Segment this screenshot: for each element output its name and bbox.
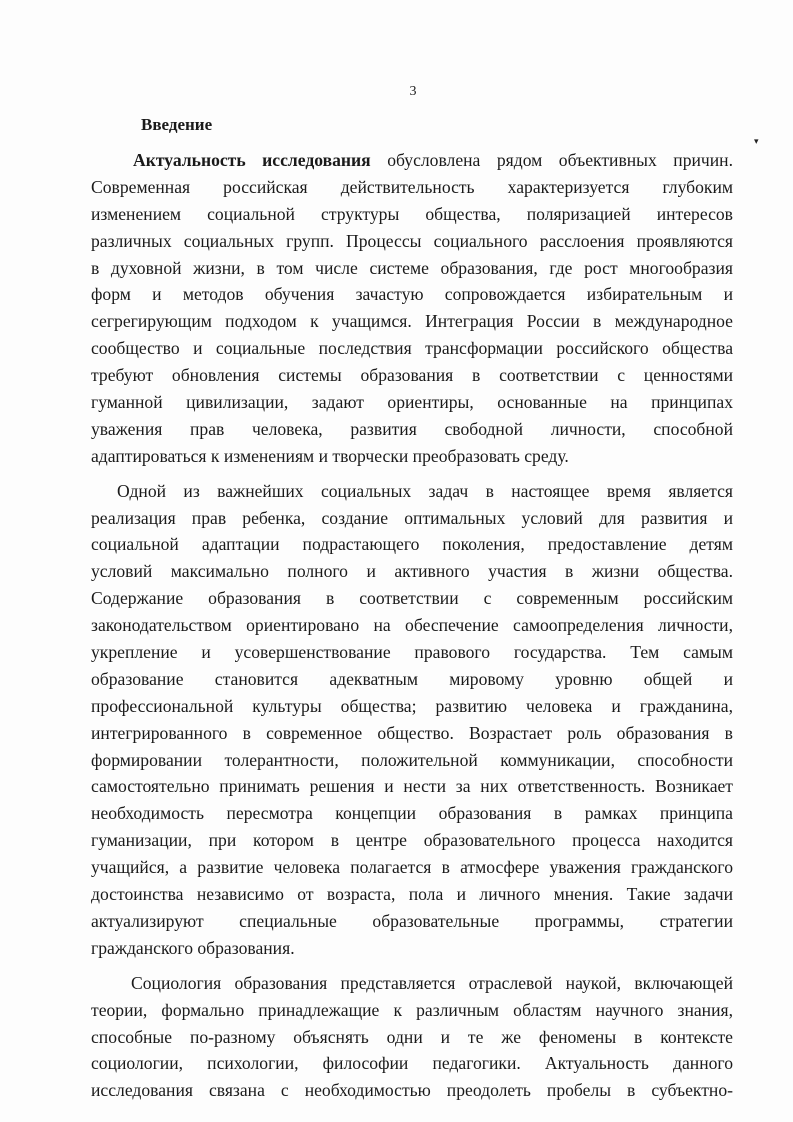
body-text (91, 147, 733, 1104)
text-line: гражданского образования. (91, 937, 295, 958)
page-number: 3 (409, 84, 417, 99)
text-line: реализация прав ребенка, создание оптимальных условий для развития и (91, 507, 733, 528)
text-line: Социология образования представляется отраслевой наукой, включающей (131, 972, 733, 993)
text-line: образование становится адекватным мировому уровню общей и (91, 668, 733, 689)
paragraph-1 (91, 147, 733, 470)
text-line: адаптироваться к изменениям и творчески преобразовать среду. (91, 445, 569, 466)
paragraph-2 (91, 478, 733, 962)
text-line: гуманной цивилизации, задают ориентиры, основанные на принципах (91, 392, 733, 413)
text-line: в духовной жизни, в том числе системе образования, где рост многообразия (91, 257, 733, 278)
text-line: исследования связана с необходимостью преодолеть пробелы в субъектно- (91, 1080, 733, 1101)
text-line: законодательством ориентировано на обеспечение самоопределения личности, (91, 615, 733, 636)
text-line: Одной из важнейших социальных задач в настоящее время является (117, 480, 733, 501)
text-line: уважения прав человека, развития свободной личности, способной (91, 418, 733, 439)
text-line: способные по-разному объяснять одни и те же феномены в контексте (91, 1026, 733, 1047)
text-line: теории, формально принадлежащие к различным областям научного знания, (91, 999, 733, 1020)
text-line: Содержание образования в соответствии с современным российским (91, 588, 733, 609)
text-line: необходимость пересмотра концепции образования в рамках принципа (91, 803, 733, 824)
text-line: социальной адаптации подрастающего поколения, предоставление детям (91, 534, 733, 555)
text-line: требуют обновления системы образования в соответствии с ценностями (91, 365, 733, 386)
text-line: достоинства независимо от возраста, пола и личного мнения. Такие задачи (91, 884, 733, 905)
lead-bold: Актуальность исследования (133, 150, 371, 170)
text-line: формировании толерантности, положительной коммуникации, способности (91, 749, 733, 770)
text-line: условий максимально полного и активного участия в жизни общества. (91, 561, 733, 582)
text-line: учащийся, а развитие человека полагается в атмосфере уважения гражданского (91, 857, 733, 878)
text-line: профессиональной культуры общества; развитию человека и гражданина, (91, 695, 733, 716)
text-line: различных социальных групп. Процессы социального расслоения проявляются (91, 230, 733, 251)
text-line: актуализируют специальные образовательные программы, стратегии (91, 910, 733, 931)
text-line: изменением социальной структуры общества, поляризацией интересов (91, 203, 733, 224)
text-line: Актуальность исследования обусловлена рядом объективных причин. (133, 150, 733, 170)
text-line: социологии, психологии, философии педагогики. Актуальность данного (91, 1053, 733, 1074)
paragraph-3 (91, 970, 733, 1104)
text-line: сегрегирующим подходом к учащимся. Интеграция России в международное (91, 311, 733, 332)
text-line: Современная российская действительность характеризуется глубоким (91, 176, 733, 197)
text-line: форм и методов обучения зачастую сопровождается избирательным и (91, 284, 733, 305)
text-line: гуманизации, при котором в центре образовательного процесса находится (91, 830, 733, 851)
text-line: самостоятельно принимать решения и нести за них ответственность. Возникает (91, 776, 733, 797)
text-line: сообщество и социальные последствия трансформации российского общества (91, 338, 733, 359)
text-line: укрепление и усовершенствование правового государства. Тем самым (91, 642, 733, 663)
text-line: интегрированного в современное общество. Возрастает роль образования в (91, 722, 733, 743)
scan-mark-icon: ▾ (754, 136, 759, 146)
section-heading: Введение (141, 115, 213, 134)
